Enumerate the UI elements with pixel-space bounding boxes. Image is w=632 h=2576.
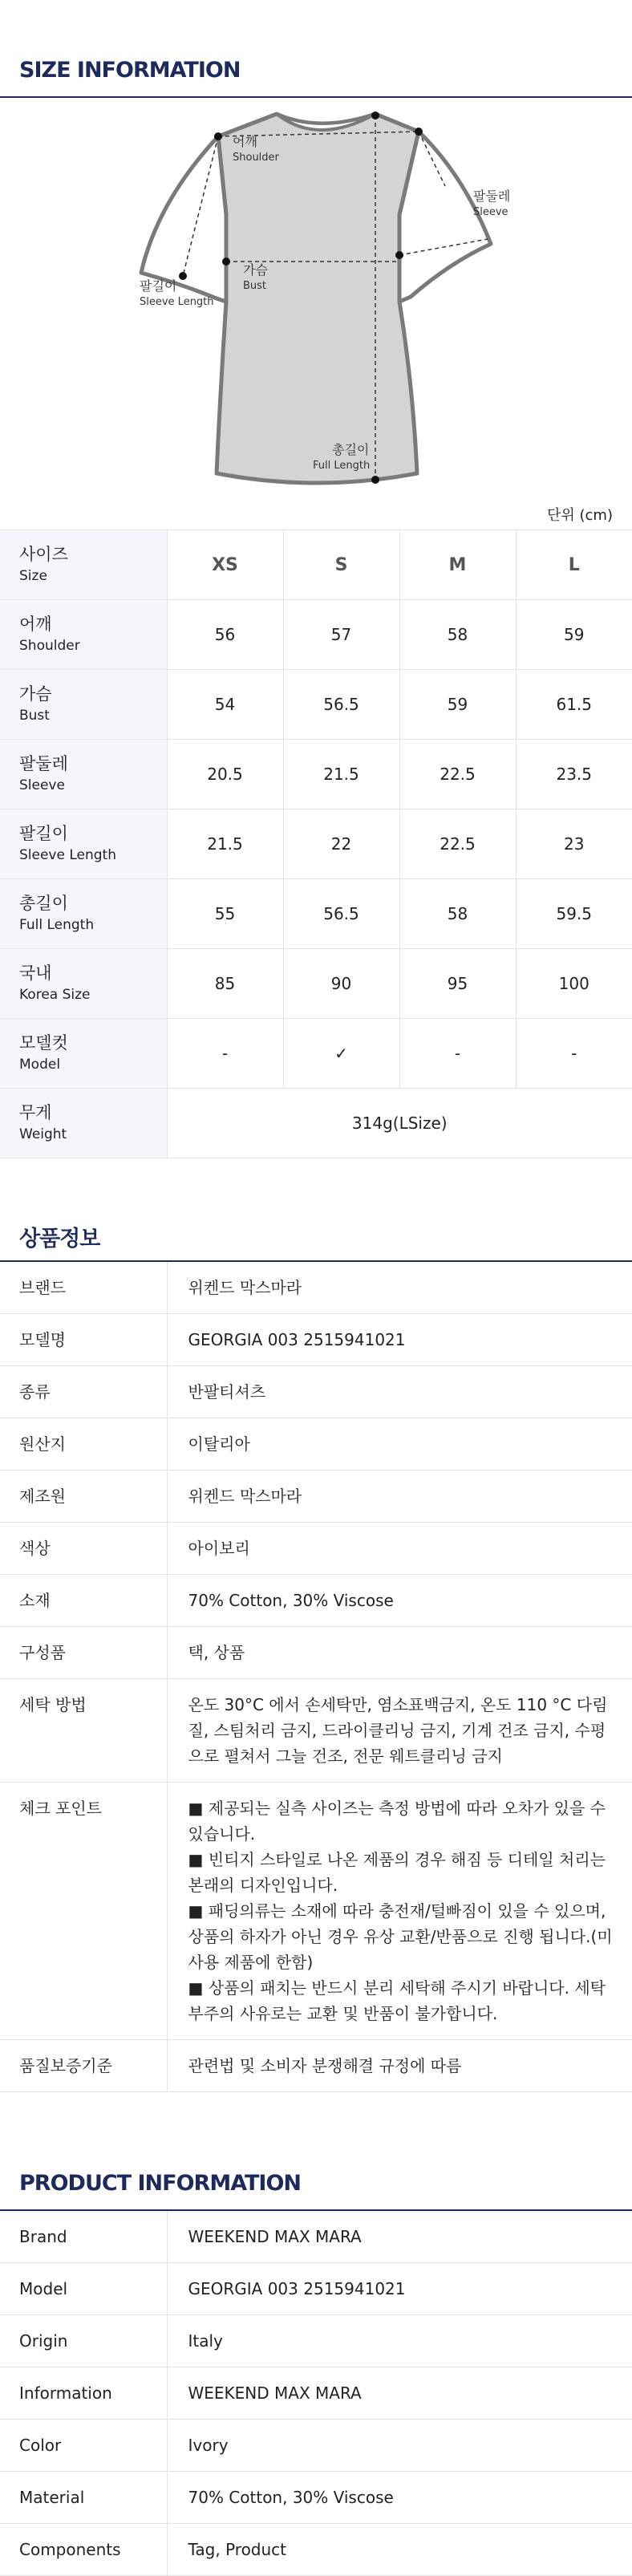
row-value: 관련법 및 소비자 분쟁해결 규정에 따름 xyxy=(167,2040,632,2092)
row-label: Color xyxy=(0,2420,167,2472)
table-cell: 61.5 xyxy=(516,670,632,740)
row-label: 모델명 xyxy=(0,1314,167,1366)
row-value: 아이보리 xyxy=(167,1523,632,1575)
check-point-list xyxy=(167,1783,632,2040)
row-label: Origin xyxy=(0,2315,167,2367)
table-cell: 21.5 xyxy=(167,809,283,879)
row-label: Components xyxy=(0,2524,167,2576)
row-value: 이탈리아 xyxy=(167,1418,632,1471)
table-row xyxy=(0,2420,632,2472)
table-row xyxy=(0,1471,632,1523)
row-value: WEEKEND MAX MARA xyxy=(167,2367,632,2420)
washing-method-value: 온도 30°C 에서 손세탁만, 염소표백금지, 온도 110 °C 다림질, 스팀처리 금지, 드라이클리닝 금지, 기계 건조 금지, 수평으로 펼쳐서 그늘 건조, 전문 웨트클리닝 금지 xyxy=(167,1679,632,1783)
table-cell: 58 xyxy=(399,879,516,949)
table-row xyxy=(0,670,632,740)
row-value: 위켄드 막스마라 xyxy=(167,1471,632,1523)
size-header-m: M xyxy=(399,530,516,600)
list-item: ■ 패딩의류는 소재에 따라 충전재/털빠짐이 있을 수 있으며, 상품의 하자가 아닌 경우 유상 교환/반품으로 진행 됩니다.(미사용 제품에 한함) xyxy=(188,1901,613,1972)
row-label: 국내 Korea Size xyxy=(0,949,167,1019)
table-row xyxy=(0,879,632,949)
row-label: 제조원 xyxy=(0,1471,167,1523)
table-cell: - xyxy=(399,1019,516,1089)
row-value: 70% Cotton, 30% Viscose xyxy=(167,1575,632,1627)
table-row xyxy=(0,2315,632,2367)
table-cell: 59.5 xyxy=(516,879,632,949)
row-label: Model xyxy=(0,2263,167,2315)
check-mark-cell: ✓ xyxy=(283,1019,399,1089)
row-value: 70% Cotton, 30% Viscose xyxy=(167,2472,632,2524)
size-header-xs: XS xyxy=(167,530,283,600)
product-info-en-title: PRODUCT INFORMATION xyxy=(0,2092,632,2211)
table-cell: 23 xyxy=(516,809,632,879)
list-item: ■ 제공되는 실측 사이즈는 측정 방법에 따라 오차가 있을 수 있습니다. xyxy=(188,1799,606,1844)
table-cell: 22.5 xyxy=(399,740,516,809)
row-value: Ivory xyxy=(167,2420,632,2472)
table-cell: 100 xyxy=(516,949,632,1019)
table-row xyxy=(0,1366,632,1418)
diagram-label-bust-kr: 가슴 xyxy=(243,262,268,278)
size-table xyxy=(0,529,632,1158)
size-information-title: SIZE INFORMATION xyxy=(0,0,632,98)
diagram-label-shoulder-kr: 어깨 xyxy=(233,134,257,149)
row-value: WEEKEND MAX MARA xyxy=(167,2211,632,2263)
row-label: Information xyxy=(0,2367,167,2420)
row-label: 원산지 xyxy=(0,1418,167,1471)
unit-label: 단위 (cm) xyxy=(547,507,613,524)
diagram-label-full-length-kr: 총길이 xyxy=(332,442,370,457)
table-row xyxy=(0,1314,632,1366)
tshirt-size-diagram xyxy=(0,98,632,493)
diagram-label-sleeve-kr: 팔둘레 xyxy=(473,189,511,204)
row-label: 세탁 방법 xyxy=(0,1679,167,1783)
row-label: 브랜드 xyxy=(0,1262,167,1314)
table-cell: 56 xyxy=(167,600,283,670)
table-cell: - xyxy=(167,1019,283,1089)
table-cell: 54 xyxy=(167,670,283,740)
table-row xyxy=(0,2367,632,2420)
size-table-header-row xyxy=(0,530,632,600)
row-value: 위켄드 막스마라 xyxy=(167,1262,632,1314)
row-label: 색상 xyxy=(0,1523,167,1575)
product-info-en-table xyxy=(0,2211,632,2576)
table-cell: 23.5 xyxy=(516,740,632,809)
table-cell: 21.5 xyxy=(283,740,399,809)
table-row xyxy=(0,1575,632,1627)
table-row xyxy=(0,1019,632,1089)
diagram-label-shoulder-en: Shoulder xyxy=(233,152,279,164)
row-label: Brand xyxy=(0,2211,167,2263)
row-value: Tag, Product xyxy=(167,2524,632,2576)
table-row xyxy=(0,1262,632,1314)
table-row xyxy=(0,2472,632,2524)
table-cell: 55 xyxy=(167,879,283,949)
tshirt-body-shape xyxy=(217,114,419,483)
table-cell: 57 xyxy=(283,600,399,670)
table-cell: 59 xyxy=(516,600,632,670)
size-header-label: 사이즈 Size xyxy=(0,530,167,600)
product-info-kr-title: 상품정보 xyxy=(0,1158,632,1262)
table-cell: 85 xyxy=(167,949,283,1019)
table-row xyxy=(0,1783,632,2040)
row-label: 모델컷 Model xyxy=(0,1019,167,1089)
size-header-l: L xyxy=(516,530,632,600)
row-label: 팔길이 Sleeve Length xyxy=(0,809,167,879)
table-cell: 56.5 xyxy=(283,879,399,949)
row-label: 체크 포인트 xyxy=(0,1783,167,2040)
row-value: GEORGIA 003 2515941021 xyxy=(167,2263,632,2315)
table-cell: 58 xyxy=(399,600,516,670)
table-cell: 22 xyxy=(283,809,399,879)
table-row xyxy=(0,600,632,670)
row-label: 총길이 Full Length xyxy=(0,879,167,949)
diagram-label-sleeve-length-en: Sleeve Length xyxy=(140,296,214,308)
table-cell: 90 xyxy=(283,949,399,1019)
table-cell: 95 xyxy=(399,949,516,1019)
table-row xyxy=(0,2040,632,2092)
row-label: Material xyxy=(0,2472,167,2524)
table-cell: 59 xyxy=(399,670,516,740)
diagram-label-sleeve-en: Sleeve xyxy=(473,206,508,218)
diagram-label-full-length-en: Full Length xyxy=(313,460,371,472)
table-row xyxy=(0,2211,632,2263)
list-item: ■ 빈티지 스타일로 나온 제품의 경우 해짐 등 디테일 처리는 본래의 디자인입니다. xyxy=(188,1850,606,1895)
list-item: ■ 상품의 패치는 반드시 분리 세탁해 주시기 바랍니다. 세탁부주의 사유로는 교환 및 반품이 불가합니다. xyxy=(188,1978,606,2023)
weight-value: 314g(LSize) xyxy=(167,1089,632,1158)
table-row xyxy=(0,949,632,1019)
row-label: 어깨 Shoulder xyxy=(0,600,167,670)
row-label: 팔둘레 Sleeve xyxy=(0,740,167,809)
tshirt-diagram-svg xyxy=(0,98,632,493)
table-cell: 56.5 xyxy=(283,670,399,740)
table-cell: - xyxy=(516,1019,632,1089)
product-info-kr-table xyxy=(0,1262,632,2092)
row-label: 가슴 Bust xyxy=(0,670,167,740)
size-header-s: S xyxy=(283,530,399,600)
row-value: Italy xyxy=(167,2315,632,2367)
table-cell: 22.5 xyxy=(399,809,516,879)
table-row xyxy=(0,740,632,809)
row-label: 소재 xyxy=(0,1575,167,1627)
row-value: GEORGIA 003 2515941021 xyxy=(167,1314,632,1366)
table-row xyxy=(0,1679,632,1783)
diagram-label-sleeve-length-kr: 팔길이 xyxy=(140,278,177,294)
table-row xyxy=(0,2524,632,2576)
table-row xyxy=(0,1418,632,1471)
row-value: 반팔티셔츠 xyxy=(167,1366,632,1418)
table-row xyxy=(0,1627,632,1679)
table-row xyxy=(0,809,632,879)
row-value: 택, 상품 xyxy=(167,1627,632,1679)
row-label: 종류 xyxy=(0,1366,167,1418)
row-label: 무게 Weight xyxy=(0,1089,167,1158)
weight-row xyxy=(0,1089,632,1158)
table-cell: 20.5 xyxy=(167,740,283,809)
table-row xyxy=(0,1523,632,1575)
table-row xyxy=(0,2263,632,2315)
row-label: 품질보증기준 xyxy=(0,2040,167,2092)
row-label: 구성품 xyxy=(0,1627,167,1679)
diagram-label-bust-en: Bust xyxy=(243,280,267,292)
